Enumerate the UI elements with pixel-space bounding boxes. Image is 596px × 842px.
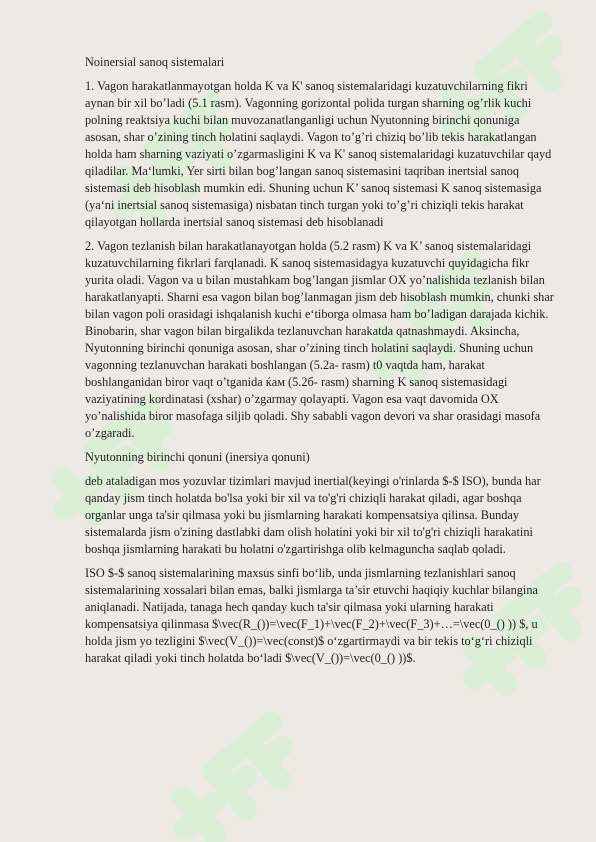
document-title: Noinersial sanoq sistemalari	[85, 55, 225, 69]
document-body	[85, 54, 555, 674]
section-heading: Nyutonning birinchi qonuni (inersiya qonuni)	[85, 450, 310, 464]
paragraph-4: ISO $-$ sanoq sistemalarining maxsus sinfi bo‘lib, unda jismlarning tezlanishlari sanoq sistemalarining xossalari bilan emas, balki jismlarga ta’sir etuvchi haqiqiy kuchlar bilangina aniqlanadi. Natijada, tanaga hech qanday kuch ta'sir qilmasa yoki ularning harakati kompensatsiya qilinmasa $\vec(R_())=\vec(F_1)+\vec(F_2)+\vec(F_3)+…=\vec(0_() )) $, u holda jism yo tezligini $\vec(V_())=\vec(const)$ o‘zgartirmaydi va bir tekis to‘g‘ri chiziqli harakat qiladi yoki tinch holatda bo‘ladi $\vec(V_())=\vec(0_() ))$.	[85, 566, 538, 665]
paragraph-1: 1. Vagon harakatlanmayotgan holda K va K' sanoq sistemalaridagi kuzatuvchilarning fikri aynan bir xil bo’ladi (5.1 rasm). Vagonning gorizontal polida turgan sharning og’rlik kuchi polning reaktsiya kuchi bilan muvozanatlanganligi uchun Nyutonning birinchi qonuniga asosan, shar o’zining tinch holatini saqlaydi. Vagon to’g’ri chiziq bo’lib tekis harakatlangan holda ham sharning vaziyati o’zgarmasligini K va K' sanoq sistemalaridagi kuzatuvchilar qayd qiladilar. Ma‘lumki, Yer sirti bilan bog’langan sanoq sistemasini taqriban inertsial sanoq sistemasi deb hisoblash mumkin edi. Shuning uchun K’ sanoq sistemasi K sanoq sistemasiga (ya‘ni inertsial sanoq sistemasiga) nisbatan tinch turgan yoki to’g’ri chiziqli tekis harakat qilayotgan hollarda inertsial sanoq sistemasi deb hisoblanadi	[85, 79, 552, 229]
paragraph-3: deb ataladigan mos yozuvlar tizimlari mavjud inertial(keyingi o'rinlarda $-$ ISO), bunda har qanday jism tinch holatda bo'lsa yoki bir xil va to'g'ri chiziqli harakat qiladi, agar boshqa organlar unga ta'sir qilmasa yoki bu jismlarning harakati kompensatsiya qilinsa. Bunday sistemalarda jism o'zining dastlabki dam olish holatini yoki bir xil to'g'ri chiziqli harakatini boshqa jismlarning harakati bu holatni o'zgartirishga olib kelmaguncha saqlab qoladi.	[85, 474, 541, 556]
paragraph-2: 2. Vagon tezlanish bilan harakatlanayotgan holda (5.2 rasm) K va K’ sanoq sistemalaridagi kuzatuvchilarning fikrlari farqlanadi. K sanoq sistemasidagya kuzatuvchi quyidagicha fikr yurita oladi. Vagon va u bilan mustahkam bog’langan jismlar OX yo’nalishida tezlanish bilan harakatlanyapti. Sharni esa vagon bilan bog’lanmagan jism deb hisoblash mumkin, chunki shar bilan vagon poli orasidagi ishqalanish kuchi e‘tiborga olmasa ham bo’ladigan darajada kichik. Binobarin, shar vagon bilan birgalikda tezlanuvchan harakatda qatnashmaydi. Aksincha, Nyutonning birinchi qonuniga asosan, shar o’zining tinch holatini saqlaydi. Shuning uchun vagonning tezlanuvchan harakati boshlangan (5.2a- rasm) t0 vaqtda ham, harakat boshlanganidan biror vaqt o’tganida ќам (5.2б- rasm) sharning K sanoq sistemasidagi vaziyatining kordinatasi (xshar) o’zgarmay qolayapti. Vagon esa vaqt davomida OX yo’nalishida biror masofaga siljib qoladi. Shy sababli vagon devori va shar orasidagi masofa o’zgaradi.	[85, 239, 554, 440]
watermark-mark	[168, 723, 304, 842]
